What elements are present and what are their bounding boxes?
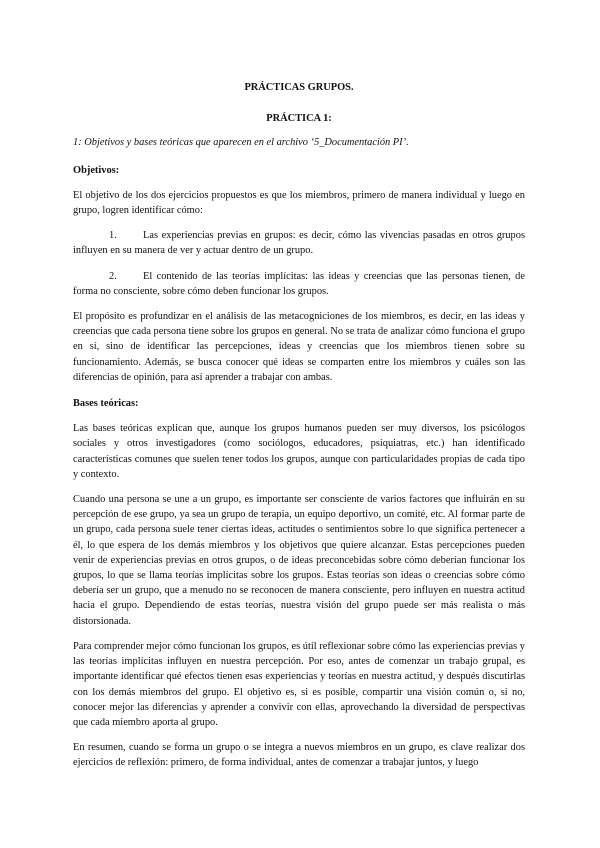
section-heading-bases: Bases teóricas: xyxy=(73,398,139,410)
practice-title: PRÁCTICA 1: xyxy=(266,113,332,125)
intro-line: 1: Objetivos y bases teóricas que aparecen en el archivo ‘5_Documentación PI’. xyxy=(73,137,409,149)
bases-paragraph-3: Para comprender mejor cómo funcionan los grupos, es útil reflexionar sobre cómo las experiencias previas y las teorías implícitas influyen en nuestra percepción. Por eso, antes de comenzar un trabajo grupal, es importante identificar qué efectos tienen esas experiencias y teorías en nuestra actitud, y después discutirlas con los demás miembros del grupo. El objetivo es, si es posible, compartir una visión común o, si no, conocer mejor las diferencias y aprender a convivir con ellas, aprovechando la diversidad de perspectivas que cada miembro aporta al grupo. xyxy=(73,640,525,728)
list-item-number: 2. xyxy=(109,270,117,282)
list-item xyxy=(73,269,525,299)
list-item xyxy=(73,228,525,258)
bases-paragraph-1: Las bases teóricas explican que, aunque los grupos humanos pueden ser muy diversos, los psicólogos sociales y otros investigadores (como sociólogos, educadores, psiquiatras, etc.) han identificado características comunes que suelen tener todos los grupos, aunque con particularidades propias de cada tipo y contexto. xyxy=(73,423,525,480)
list-item-text: El contenido de las teorías implícitas: las ideas y creencias que las personas tienen, de forma no consciente, sobre cómo deben funcionar los grupos. xyxy=(73,270,525,297)
objectives-intro-paragraph: El objetivo de los dos ejercicios propuestos es que los miembros, primero de manera individual y luego en grupo, logren identificar cómo: xyxy=(73,189,525,217)
page-title: PRÁCTICAS GRUPOS. xyxy=(244,82,354,93)
list-item-number: 1. xyxy=(109,230,117,242)
purpose-paragraph: El propósito es profundizar en el análisis de las metacogniciones de los miembros, es decir, en las ideas y creencias que cada persona tiene sobre los grupos en general. No se trata de analizar cómo funciona el grupo en sí, sino de identificar las percepciones, ideas y creencias que los miembros tienen sobre su funcionamiento. Además, se busca conocer qué ideas se comparten entre los miembros y cuáles son las diferencias de opinión, para así aprender a trabajar con ambas. xyxy=(73,311,525,383)
list-item-text: Las experiencias previas en grupos: es decir, cómo las vivencias pasadas en otros grupos influyen en su manera de ver y actuar dentro de un grupo. xyxy=(73,230,525,257)
document-content xyxy=(73,80,525,771)
bases-paragraph-2: Cuando una persona se une a un grupo, es importante ser consciente de varios factores que influirán en su percepción de ese grupo, ya sea un grupo de terapia, un equipo deportivo, un comité, etc. Al formar parte de un grupo, cada persona suele tener ciertas ideas, actitudes o sentimientos sobre lo que significa pertenecer a él, lo que espera de los demás miembros y los objetivos que quiere alcanzar. Estas percepciones pueden venir de experiencias previas en otros grupos, o de ideas preconcebidas sobre cómo deberían funcionar los grupos, lo que se llama teorías implícitas sobre los grupos. Estas teorías son ideas o creencias sobre cómo debería ser un grupo, que a menudo no se reconocen de manera consciente, pero influyen en nuestra actitud hacia el grupo. Dependiendo de estas teorías, nuestra visión del grupo puede ser más realista o más distorsionada. xyxy=(73,494,525,627)
bases-paragraph-4: En resumen, cuando se forma un grupo o se integra a nuevos miembros en un grupo, es clave realizar dos ejercicios de reflexión: primero, de forma individual, antes de comenzar a trabajar juntos, y luego xyxy=(73,742,525,769)
section-heading-objectives: Objetivos: xyxy=(73,164,120,176)
